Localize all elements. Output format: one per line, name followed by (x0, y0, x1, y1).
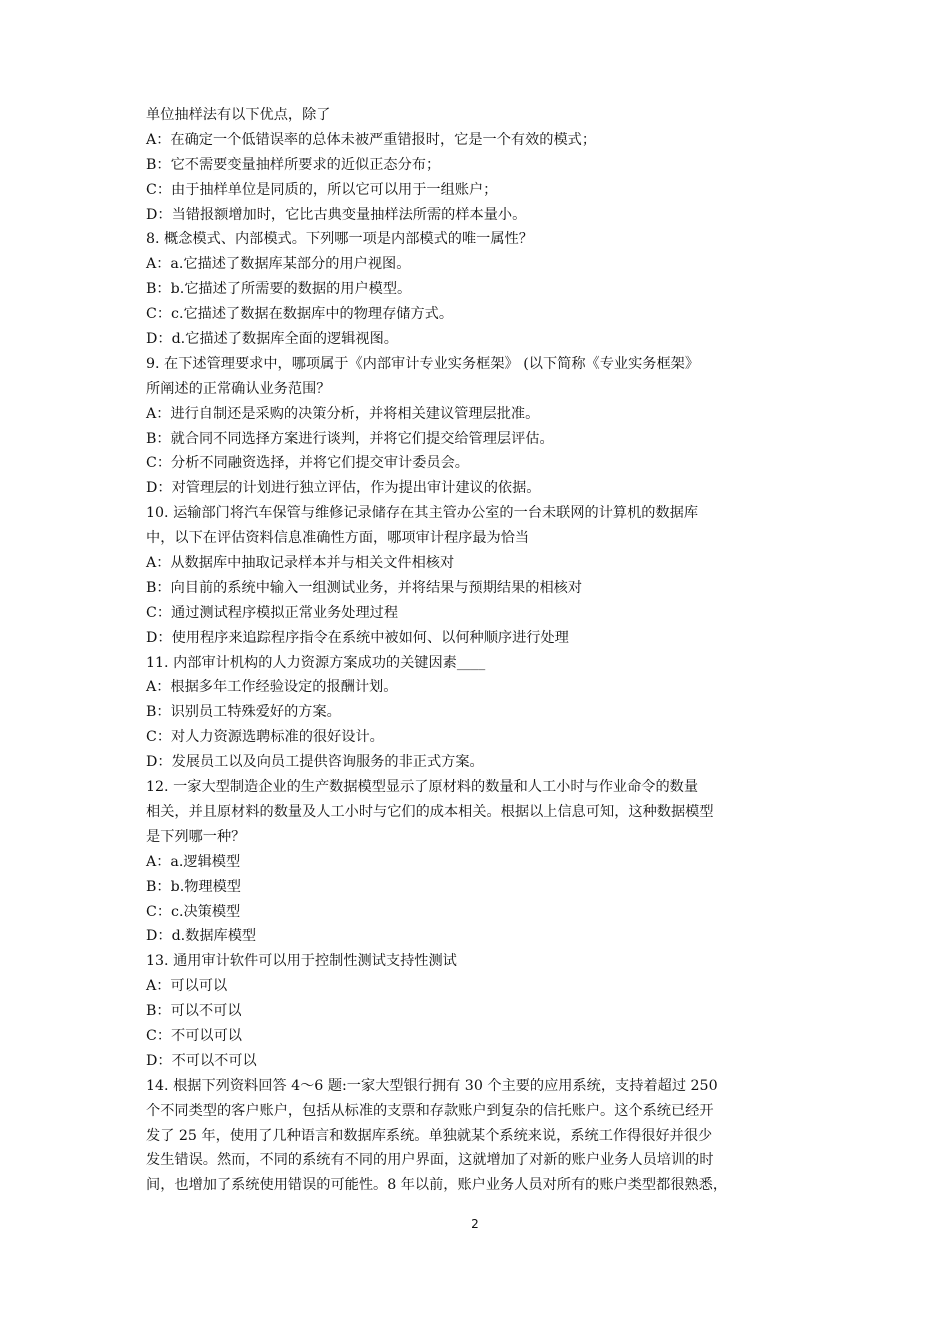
text-line: 间，也增加了系统使用错误的可能性。8 年以前，账户业务人员对所有的账户类型都很熟悉， (146, 1177, 728, 1194)
text-line: 11. 内部审计机构的人力资源方案成功的关键因素____ (146, 654, 486, 671)
text-line: C：对人力资源选聘标准的很好设计。 (146, 729, 384, 746)
text-line: A：根据多年工作经验设定的报酬计划。 (146, 679, 398, 696)
text-line: A：在确定一个低错误率的总体未被严重错报时，它是一个有效的模式； (146, 131, 597, 148)
text-line: 13. 通用审计软件可以用于控制性测试支持性测试 (146, 953, 457, 970)
text-line: 中，以下在评估资料信息准确性方面，哪项审计程序最为恰当 (146, 530, 530, 547)
text-line: 个不同类型的客户账户，包括从标准的支票和存款账户到复杂的信托账户。这个系统已经开 (146, 1102, 714, 1119)
text-line: 8. 概念模式、内部模式。下列哪一项是内部模式的唯一属性？ (146, 231, 533, 248)
text-line: D：d.数据库模型 (146, 928, 257, 945)
text-line: A：进行自制还是采购的决策分析，并将相关建议管理层批准。 (146, 405, 540, 422)
text-line: 10. 运输部门将汽车保管与维修记录储存在其主管办公室的一台未联网的计算机的数据库 (146, 505, 699, 522)
text-line: 所阐述的正常确认业务范围？ (146, 380, 331, 397)
text-line: 单位抽样法有以下优点，除了 (146, 107, 331, 123)
text-line: D：当错报额增加时，它比古典变量抽样法所需的样本量小。 (146, 206, 527, 223)
text-line: D：d.它描述了数据库全面的逻辑视图。 (146, 331, 398, 348)
text-line: B：向目前的系统中输入一组测试业务，并将结果与预期结果的相核对 (146, 579, 583, 596)
text-line: C：不可以可以 (146, 1027, 242, 1044)
page-body-text (146, 103, 810, 1198)
text-line: A：a.逻辑模型 (146, 853, 241, 870)
text-line: A：从数据库中抽取记录样本并与相关文件相核对 (146, 555, 455, 572)
text-line: B：可以不可以 (146, 1003, 242, 1020)
text-line: 14. 根据下列资料回答 4～6 题:一家大型银行拥有 30 个主要的应用系统，支持着超过 250 (146, 1077, 718, 1094)
text-line: B：它不需要变量抽样所要求的近似正态分布； (146, 156, 441, 173)
text-line: 相关，并且原材料的数量及人工小时与它们的成本相关。根据以上信息可知，这种数据模型 (146, 803, 714, 820)
text-line: 9. 在下述管理要求中，哪项属于《内部审计专业实务框架》 (以下简称《专业实务框架》 (146, 355, 700, 372)
text-line: B：b.它描述了所需要的数据的用户模型。 (146, 281, 412, 298)
text-line: C：c.它描述了数据在数据库中的物理存储方式。 (146, 306, 454, 323)
text-line: B：就合同不同选择方案进行谈判，并将它们提交给管理层评估。 (146, 430, 554, 447)
text-line: 12. 一家大型制造企业的生产数据模型显示了原材料的数量和人工小时与作业命令的数量 (146, 779, 699, 796)
text-line: D：不可以不可以 (146, 1052, 257, 1069)
text-line: 是下列哪一种？ (146, 828, 246, 845)
text-line: D：对管理层的计划进行独立评估，作为提出审计建议的依据。 (146, 480, 541, 497)
text-line: D：使用程序来追踪程序指令在系统中被如何、以何种顺序进行处理 (146, 629, 569, 646)
text-line: C：由于抽样单位是同质的，所以它可以用于一组账户； (146, 181, 498, 198)
text-line: C：分析不同融资选择，并将它们提交审计委员会。 (146, 455, 469, 472)
text-line: 发生错误。然而，不同的系统有不同的用户界面，这就增加了对新的账户业务人员培训的时 (146, 1152, 714, 1169)
text-line: B：b.物理模型 (146, 878, 241, 895)
text-line: D：发展员工以及向员工提供咨询服务的非正式方案。 (146, 754, 484, 771)
text-line: A：a.它描述了数据库某部分的用户视图。 (146, 256, 411, 273)
page-number: 2 (471, 1217, 479, 1231)
text-line: 发了 25 年，使用了几种语言和数据库系统。单独就某个系统来说，系统工作得很好并很少 (146, 1127, 713, 1144)
text-line: B：识别员工特殊爱好的方案。 (146, 704, 341, 721)
text-line: A：可以可以 (146, 978, 228, 995)
text-line: C：c.决策模型 (146, 903, 241, 920)
text-line: C：通过测试程序模拟正常业务处理过程 (146, 604, 399, 621)
